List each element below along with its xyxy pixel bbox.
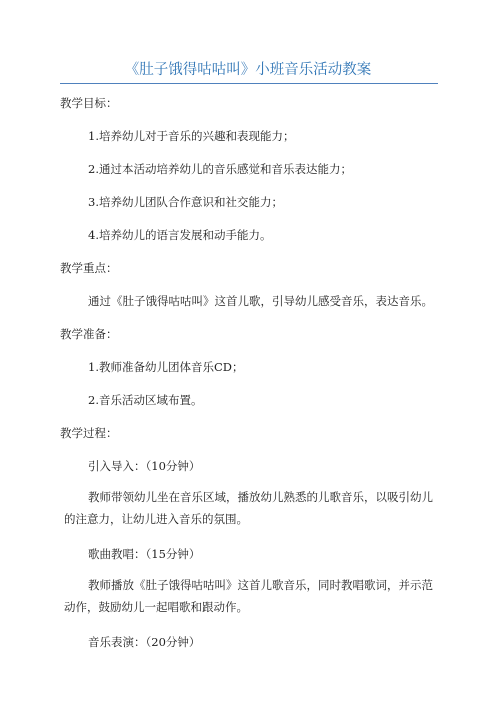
- focus-heading: 教学重点：: [60, 261, 118, 275]
- goal-item: 4.培养幼儿的语言发展和动手能力。: [88, 228, 272, 242]
- title-underline: [60, 83, 438, 84]
- process-step-text: 教师带领幼儿坐在音乐区域，播放幼儿熟悉的儿歌音乐，以吸引幼儿的注意力，让幼儿进入音乐的氛围。: [64, 490, 433, 526]
- process-step-title: 歌曲教唱：（15分钟）: [88, 547, 201, 561]
- goals-heading: 教学目标：: [60, 96, 118, 110]
- process-step-text: 教师播放《肚子饿得咕咕叫》这首儿歌音乐，同时教唱歌词，并示范动作，鼓励幼儿一起唱歌和跟动作。: [64, 578, 433, 614]
- goal-item: 1.培养幼儿对于音乐的兴趣和表现能力；: [88, 129, 295, 143]
- process-heading: 教学过程：: [60, 426, 118, 440]
- focus-text: 通过《肚子饿得咕咕叫》这首儿歌，引导幼儿感受音乐，表达音乐。: [88, 294, 433, 308]
- goal-item: 2.通过本活动培养幼儿的音乐感觉和音乐表达能力；: [88, 162, 352, 176]
- process-step-title: 音乐表演：（20分钟）: [88, 635, 201, 649]
- goal-item: 3.培养幼儿团队合作意识和社交能力；: [88, 195, 283, 209]
- prep-heading: 教学准备：: [60, 327, 118, 341]
- process-step-title: 引入导入：（10分钟）: [88, 459, 201, 473]
- prep-item: 2.音乐活动区域布置。: [88, 393, 203, 407]
- prep-item: 1.教师准备幼儿团体音乐CD；: [88, 360, 244, 374]
- document-title: 《肚子饿得咕咕叫》小班音乐活动教案: [124, 62, 372, 78]
